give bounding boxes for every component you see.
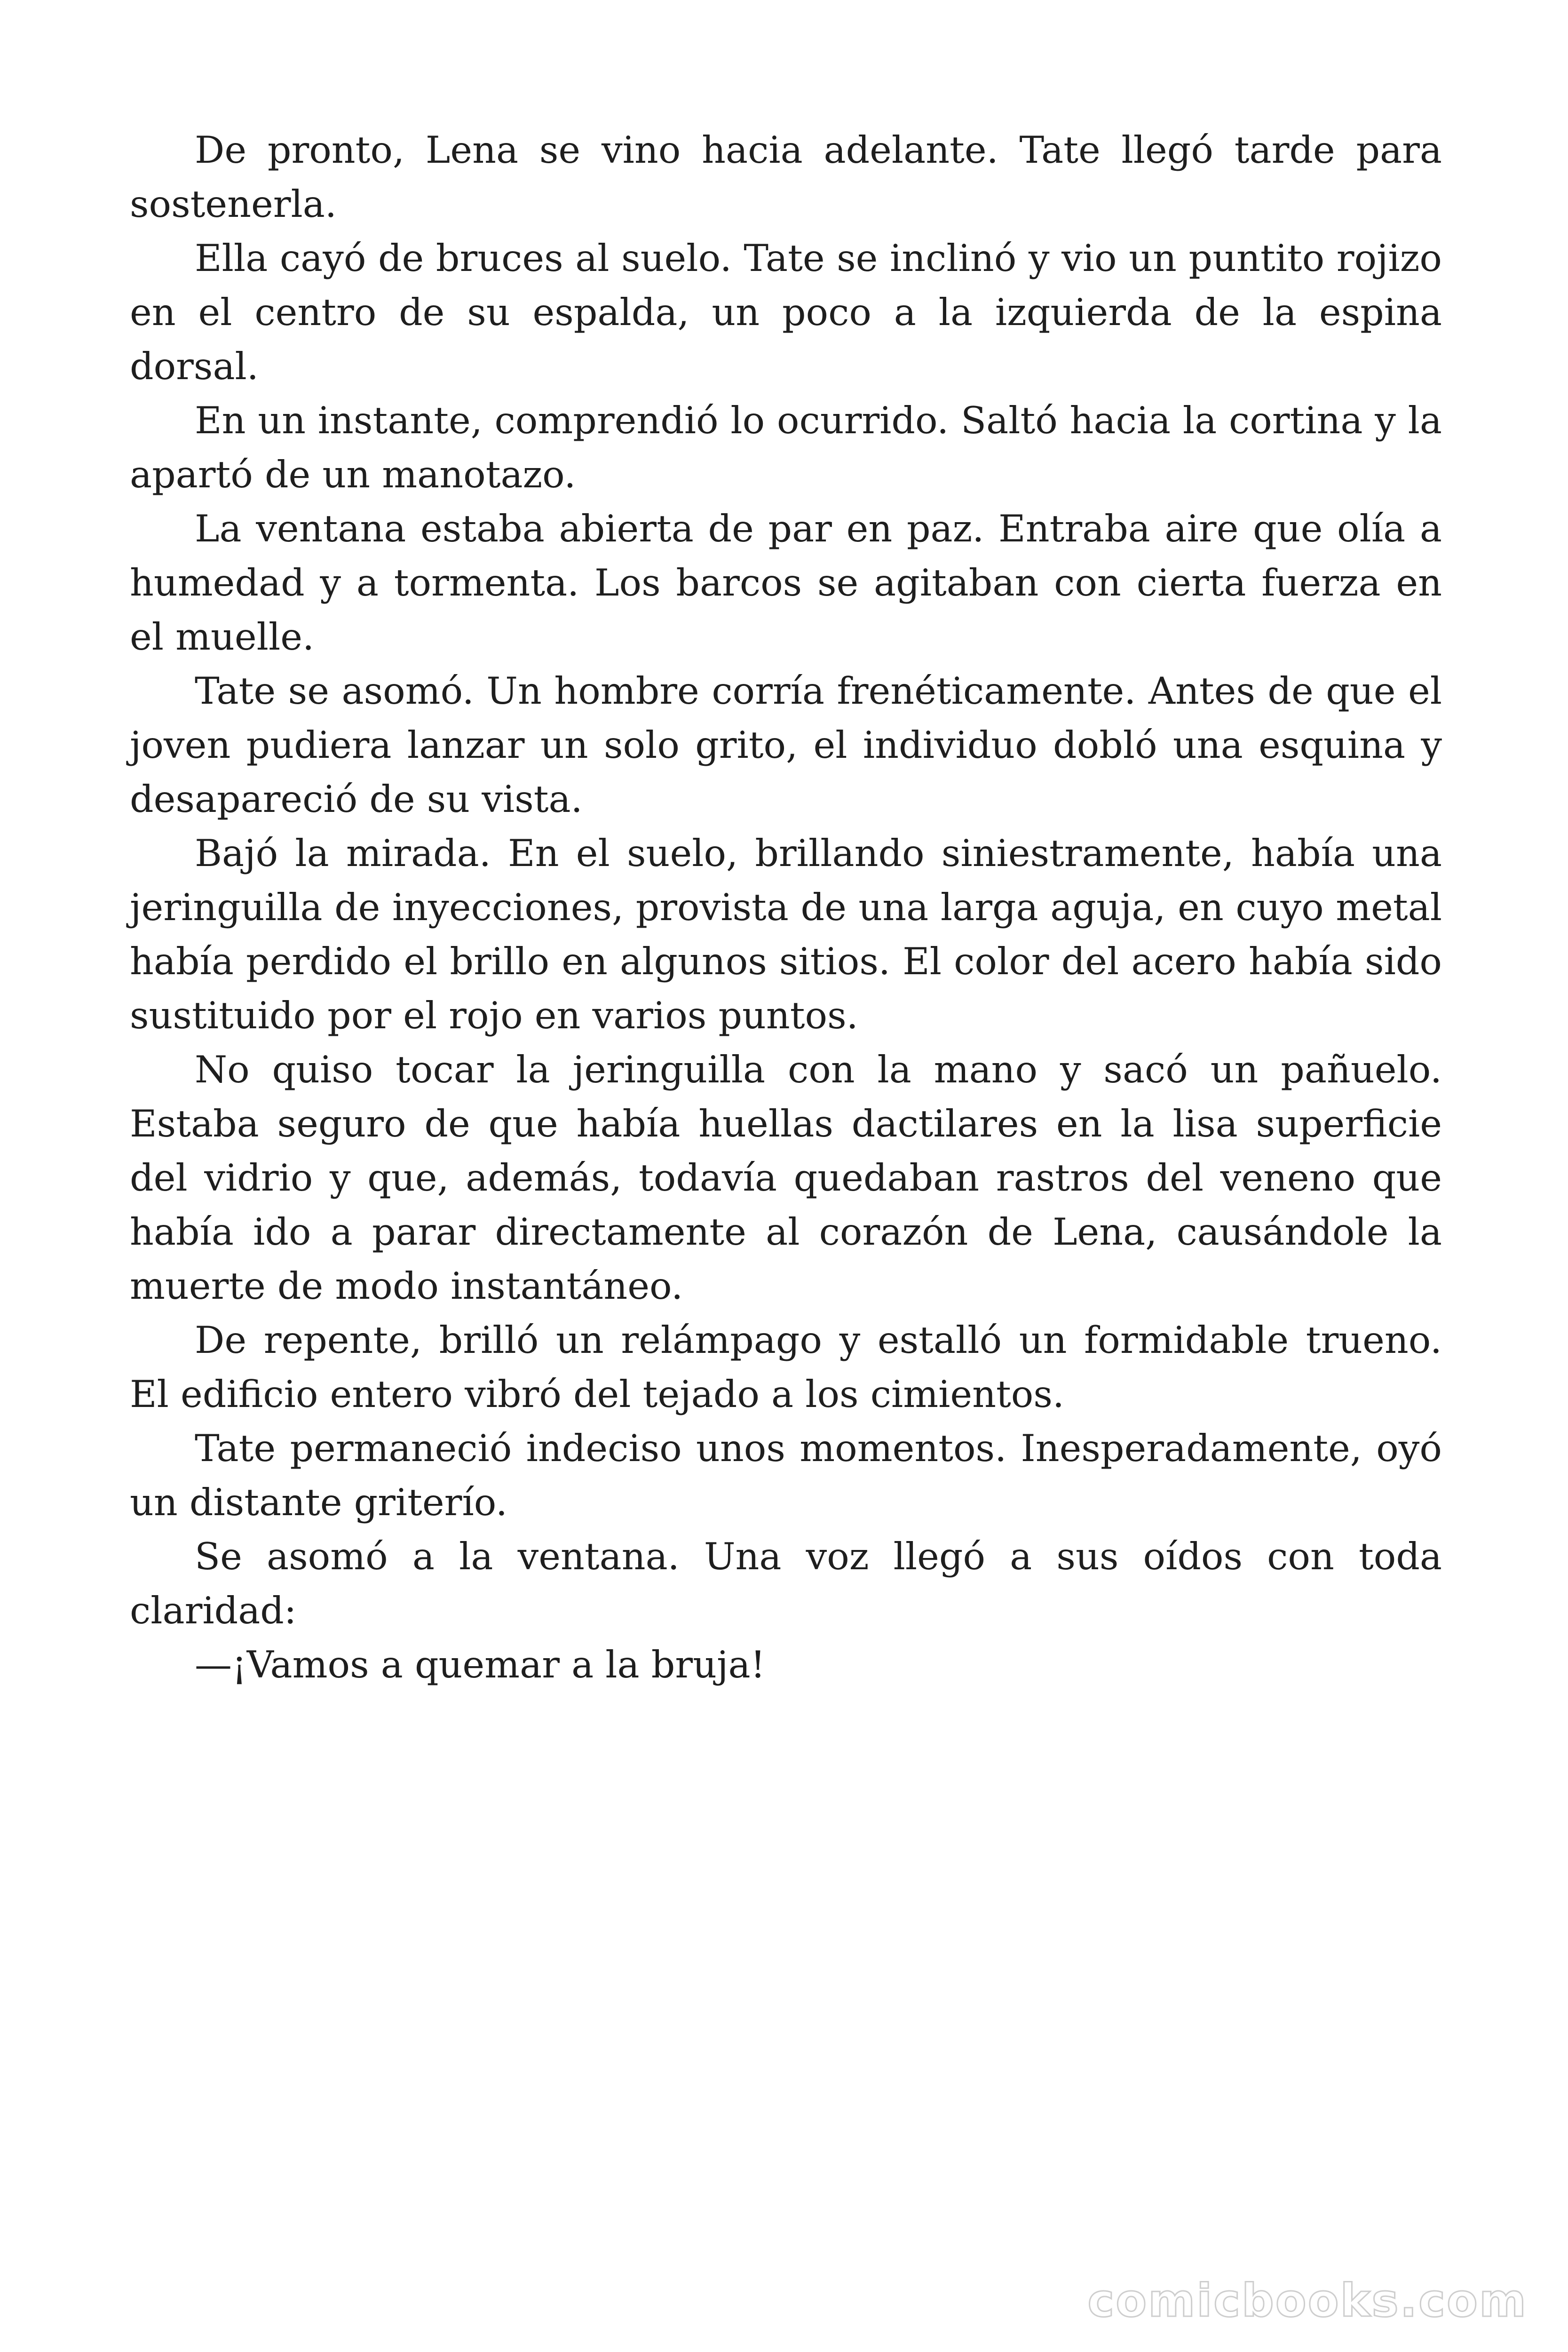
paragraph: De pronto, Lena se vino hacia adelante. Tate llegó tarde para sostenerla. bbox=[130, 128, 1442, 226]
paragraph-dialogue: —¡Vamos a quemar a la bruja! bbox=[195, 1643, 766, 1686]
paragraph: Tate se asomó. Un hombre corría frenéticamente. Antes de que el joven pudiera lanzar un solo grito, el individuo dobló una esquina y desapareció de su vista. bbox=[130, 669, 1442, 821]
page-text-body bbox=[130, 123, 1442, 1692]
paragraph: Tate permaneció indeciso unos momentos. Inesperadamente, oyó un distante griterío. bbox=[130, 1427, 1442, 1524]
paragraph: No quiso tocar la jeringuilla con la mano y sacó un pañuelo. Estaba seguro de que había huellas dactilares en la lisa superficie del vidrio y que, además, todavía quedaban rastros del veneno que había ido a parar directamente al corazón de Lena, causándole la muerte de modo instantáneo. bbox=[130, 1048, 1442, 1308]
paragraph: Se asomó a la ventana. Una voz llegó a sus oídos con toda claridad: bbox=[130, 1535, 1442, 1632]
paragraph: Bajó la mirada. En el suelo, brillando siniestramente, había una jeringuilla de inyecciones, provista de una larga aguja, en cuyo metal había perdido el brillo en algunos sitios. El color del acero había sido sustituido por el rojo en varios puntos. bbox=[130, 832, 1442, 1037]
paragraph: De repente, brilló un relámpago y estalló un formidable trueno. El edificio entero vibró del tejado a los cimientos. bbox=[130, 1319, 1442, 1416]
paragraph: En un instante, comprendió lo ocurrido. Saltó hacia la cortina y la apartó de un manotazo. bbox=[130, 399, 1442, 496]
watermark-logo: comicbooks.com bbox=[1087, 2274, 1528, 2327]
paragraph: Ella cayó de bruces al suelo. Tate se inclinó y vio un puntito rojizo en el centro de su espalda, un poco a la izquierda de la espina dorsal. bbox=[130, 237, 1442, 388]
paragraph: La ventana estaba abierta de par en paz. Entraba aire que olía a humedad y a tormenta. Los barcos se agitaban con cierta fuerza en el muelle. bbox=[130, 507, 1442, 659]
